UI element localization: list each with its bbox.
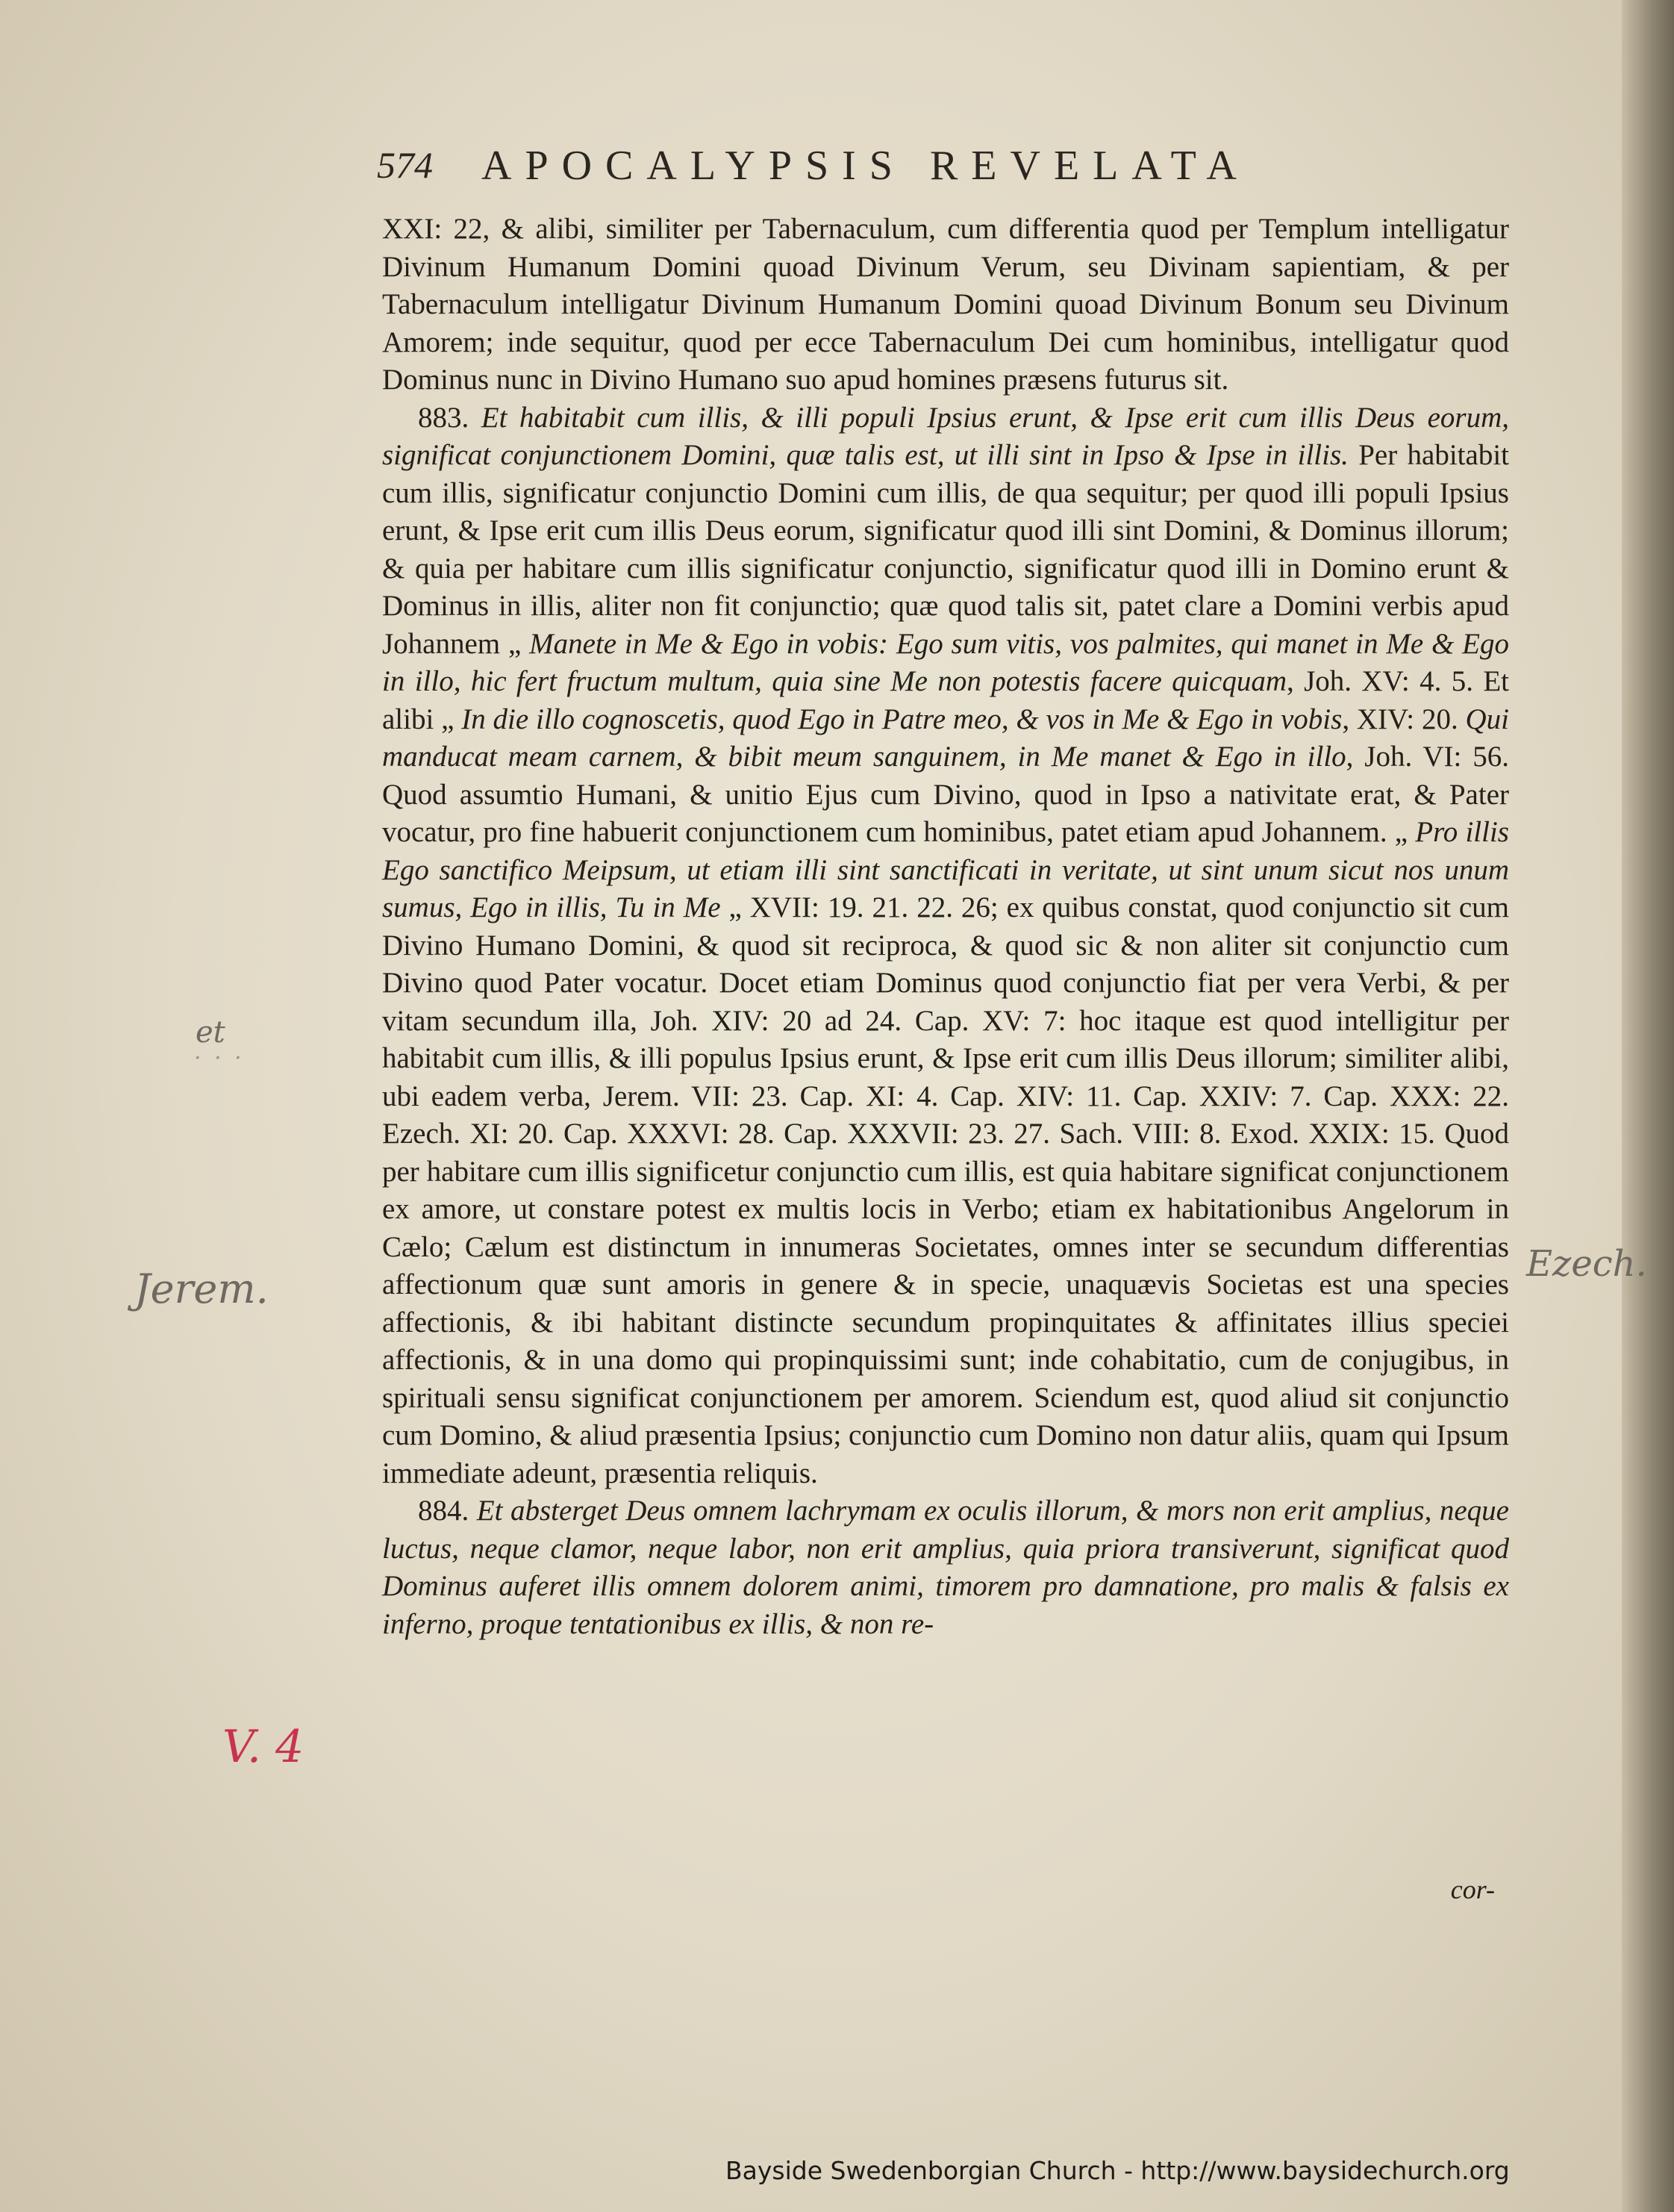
marginal-note-ezech: Ezech. <box>1526 1243 1647 1285</box>
page-gutter-shadow <box>1622 0 1674 2212</box>
text-segment: „ XVII: 19. 21. 22. 26; ex quibus constat, quod conjunctio sit cum Divino Humano Domini, & quod sit reciproca, & quod sic & non aliter sit conjunctio cum Divino quod Pater vocatur. Docet etiam Dominus quod conjunctio fiat per vera Verbi, & per vitam secundum illa, Joh. XIV: 20 ad 24. Cap. XV: 7: hoc itaque est quod intelligitur per habitabit cum illis, & illi populus Ipsius erunt, & Ipse erit cum illis Deus illorum; similiter alibi, ubi eadem verba, Jerem. VII: 23. Cap. XI: 4. Cap. XIV: 11. Cap. XXIV: 7. Cap. XXX: 22. Ezech. XI: 20. Cap. XXXVI: 28. Cap. XXXVII: 23. 27. Sach. VIII: 8. Exod. XXIX: 15. Quod per habitare cum illis significetur conjunctio cum illis, est quia habitare significat conjunctionem ex amore, ut constare potest ex multis locis in Verbo; etiam ex habitationibus Angelorum in Cælo; Cælum est distinctum in innumeras Societates, omnes inter se secundum differentias affectionum quæ sunt amoris in genere & in specie, unaquævis Societas est una species affectionis, & ibi habitant distincte secundum propinquitates & affinitates illius speciei affectionis, & in una domo qui propinquissimi sunt; inde cohabitatio, cum de conjugibus, in spirituali sensu significat conjunctionem per amorem. Sciendum est, quod aliud sit conjunctio cum Domino, & aliud præsentia Ipsius; conjunctio cum Domino non datur aliis, quam qui Ipsum immediate adeunt, præsentia reliquis. <box>382 891 1509 1489</box>
paragraph-884 <box>382 1492 1509 1643</box>
text-segment-italic: Pro illis Ego sanctifico Meipsum, ut etiam illi sint sanctificati in veritate, ut sint unum sicut nos unum sumus, Ego in illis, Tu in Me <box>382 816 1509 923</box>
catchword: cor- <box>1450 1875 1495 1904</box>
page-header <box>377 134 1437 194</box>
text-segment-italic: Et absterget Deus omnem lachrymam ex oculis illorum, & mors non erit amplius, neque luctus, neque clamor, neque labor, non erit amplius, quia priora transiverunt, significat quod Dominus auferet illis omnem dolorem animi, timorem pro damnatione, pro malis & falsis ex inferno, proque tentationibus ex illis, & non re- <box>382 1495 1509 1640</box>
text-segment-italic: In die illo cognoscetis, quod Ego in Patre meo, & vos in Me & Ego in vobis <box>461 702 1343 735</box>
footer-credit <box>725 2156 1621 2201</box>
marginal-note-jerem: Jerem. <box>134 1265 269 1312</box>
text-segment-italic: Et habitabit cum illis, & illi populi Ipsius erunt, & Ipse erit cum illis Deus eorum, significat conjunctionem Domini, quæ talis est, ut illi sint in Ipso & Ipse in illis. <box>382 401 1510 471</box>
text-segment: , Joh. XV: 4. 5. Et alibi „ <box>382 665 1509 735</box>
footer-credit-text: Bayside Swedenborgian Church - http://www.baysidechurch.org <box>725 2156 1510 2185</box>
text-segment-italic: Qui manducat meam carnem, & bibit meum sanguinem, in Me manet & Ego in illo <box>382 702 1509 773</box>
page-number: 574 <box>377 144 433 186</box>
marginal-note-et: et <box>196 1015 225 1050</box>
paragraph-number: 883. <box>418 401 481 434</box>
text-segment: , Joh. VI: 56. Quod assumtio Humani, & unitio Ejus cum Divino, quod in Ipso a nativitate erat, & Pater vocatur, pro fine habuerit conjunctionem cum hominibus, patet etiam apud Johannem. „ <box>382 741 1509 848</box>
text-segment-italic: Manete in Me & Ego in vobis: Ego sum vitis, vos palmites, qui manet in Me & Ego in illo, hic fert fructum multum, quia sine Me non potestis facere quicquam <box>382 627 1509 697</box>
paragraph-883 <box>382 399 1509 1493</box>
running-title: APOCALYPSIS REVELATA <box>481 143 1250 189</box>
marginal-note-dots: · · · <box>194 1045 245 1071</box>
text-segment: , XIV: 20. <box>1342 702 1466 735</box>
paragraph-continuation <box>382 211 1509 399</box>
body-text <box>382 211 1509 1643</box>
paragraph-number: 884. <box>418 1495 477 1527</box>
text-segment: XXI: 22, & alibi, similiter per Tabernaculum, cum differentia quod per Templum intelligatur Divinum Humanum Domini quoad Divinum Verum, seu Divinam sapientiam, & per Tabernaculum intelligatur Divinum Humanum Domini quoad Divinum Bonum seu Divinum Amorem; inde sequitur, quod per ecce Tabernaculum Dei cum hominibus, intelligatur quod Dominus nunc in Divino Humano suo apud homines præsens futurus sit. <box>382 213 1509 396</box>
text-segment: Per habitabit cum illis, significatur conjunctio Domini cum illis, de qua sequitur; per quod illi populi Ipsius erunt, & Ipse erit cum illis Deus eorum, significatur quod illi sint Domini, & Dominus illorum; & quia per habitare cum illis significatur conjunctio, significatur quod illi in Domino erunt & Dominus in illis, aliter non fit conjunctio; quæ quod talis sit, patet clare a Domini verbis apud Johannem „ <box>382 439 1509 660</box>
marginal-note-verse-4: V. 4 <box>222 1721 304 1773</box>
